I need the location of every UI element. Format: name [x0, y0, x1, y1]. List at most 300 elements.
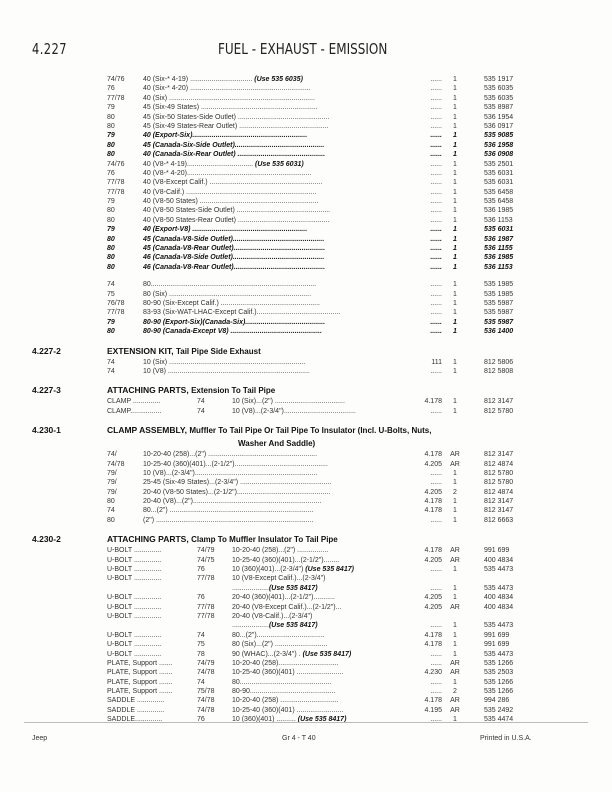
part-years: 80 [107, 498, 115, 506]
part-description [232, 659, 405, 668]
part-description [232, 546, 405, 555]
part-years: 77/78 [107, 179, 125, 187]
part-number: 991 699 [484, 547, 510, 555]
part-years: 75/78 [197, 688, 215, 696]
section-title [107, 345, 261, 358]
part-description [232, 593, 405, 602]
quantity: 1 [453, 188, 457, 196]
part-years: 80 [107, 328, 115, 336]
quantity: 1 [453, 716, 457, 724]
part-row [0, 280, 612, 289]
part-years: 79 [107, 318, 115, 326]
quantity: AR [450, 460, 460, 468]
quantity: 1 [453, 169, 457, 177]
part-description: 45 (Six-49 States) ............................................................ [143, 104, 318, 112]
use-note: (Use 535 6031) [255, 160, 304, 168]
quantity: 1 [453, 76, 457, 83]
part-row [0, 687, 612, 696]
illustration-ref: ...... [430, 226, 442, 234]
part-years: 75 [197, 641, 205, 649]
use-note: (Use 535 6035) [254, 76, 303, 83]
quantity: 1 [453, 141, 457, 149]
part-row [0, 197, 612, 206]
part-years: 74 [197, 678, 205, 686]
quantity: 1 [453, 516, 457, 524]
section-heading [0, 533, 612, 546]
part-years: 76 [197, 716, 205, 724]
quantity: 1 [453, 198, 457, 206]
part-number: 535 4473 [484, 566, 514, 574]
part-row [0, 150, 612, 159]
part-description: 80-90 (Canada-Except V8) ............................................... [143, 328, 322, 336]
illustration-ref: ...... [430, 407, 442, 415]
part-description [232, 556, 405, 565]
description-text: 10 (V8-Except Calif.)...(2-3/4") [232, 575, 326, 583]
part-row [0, 94, 612, 103]
part-number: 535 4473 [484, 584, 514, 592]
illustration-ref: ...... [430, 318, 442, 326]
part-row [0, 696, 612, 705]
description-text: 10-20-40 (258)...(2") ................ [232, 547, 329, 555]
part-number: 812 4874 [484, 488, 514, 496]
illustration-ref: 4.205 [424, 603, 442, 611]
part-description: 45 (Canada-V8-Side Outlet)............................................... [143, 235, 325, 243]
quantity: AR [450, 659, 460, 667]
part-description: 10-25-40 (360)(401)...(2-1/2")................................................ [143, 460, 328, 468]
page-section-number: 4.227 [32, 40, 67, 58]
part-description: 40 (V8-50 States-Rear Outlet) ............................................... [143, 216, 330, 224]
part-row [0, 668, 612, 677]
quantity: 1 [453, 132, 457, 140]
part-row [0, 397, 612, 406]
part-name: U-BOLT .............. [107, 547, 162, 555]
illustration-ref: 4.205 [424, 488, 442, 496]
part-row [0, 358, 612, 367]
part-number: 535 1266 [484, 678, 514, 686]
illustration-ref: ...... [430, 216, 442, 224]
part-years: 79 [107, 132, 115, 140]
part-years: 79 [107, 226, 115, 234]
illustration-ref: ...... [430, 281, 442, 289]
part-description: (2") ................................................................................. [143, 516, 314, 524]
part-description [232, 715, 405, 724]
part-row [0, 318, 612, 327]
page-title: FUEL - EXHAUST - EMISSION [218, 40, 388, 58]
illustration-ref: 4.178 [424, 641, 442, 649]
part-number: 812 3147 [484, 398, 514, 406]
part-number: 536 1954 [484, 113, 514, 121]
part-years: 76/78 [107, 299, 125, 307]
part-row [0, 478, 612, 487]
section-title-main: CLAMP ASSEMBLY, [107, 425, 187, 436]
part-description: 40 (V8-Except Calif.) .......................................................... [143, 179, 323, 187]
part-years: 74/78 [197, 669, 215, 677]
illustration-ref: 4.178 [424, 547, 442, 555]
description-text: 10 (360)(401)...(2-3/4") [232, 566, 306, 574]
part-number: 536 0917 [484, 122, 514, 130]
illustration-ref: ...... [430, 584, 442, 592]
part-row [0, 407, 612, 416]
quantity: AR [450, 669, 460, 677]
part-number: 536 1155 [484, 245, 513, 253]
part-number: 812 5806 [484, 358, 514, 366]
part-years: 77/78 [107, 188, 125, 196]
part-description [232, 696, 405, 705]
footer-divider [24, 722, 588, 723]
footer-brand: Jeep [32, 735, 48, 742]
part-row [0, 253, 612, 262]
section-number: 4.230-2 [32, 534, 61, 545]
part-number: 812 3147 [484, 498, 514, 506]
illustration-ref: ...... [430, 85, 442, 93]
quantity: AR [450, 547, 460, 555]
part-name: U-BOLT .............. [107, 594, 162, 602]
quantity: 1 [453, 318, 457, 326]
part-years: 74/79 [197, 547, 215, 555]
part-row [0, 640, 612, 649]
part-name: U-BOLT .............. [107, 603, 162, 611]
part-number: 535 5987 [484, 318, 514, 326]
quantity: AR [450, 556, 460, 564]
part-row [0, 141, 612, 150]
part-years: 74/78 [197, 697, 215, 705]
description-text: 10-20-40 (258) .............................. [232, 697, 339, 705]
quantity: 1 [453, 584, 457, 592]
part-description: 40 (Export-Six)........................................................... [143, 132, 308, 140]
quantity: 1 [453, 358, 457, 366]
section-4-227-3 [0, 384, 612, 416]
section-heading-cont [0, 437, 612, 450]
quantity: 2 [453, 688, 457, 696]
part-row [0, 497, 612, 506]
illustration-ref: ...... [430, 245, 442, 253]
quantity: 1 [453, 216, 457, 224]
quantity: 1 [453, 309, 457, 317]
part-name: CLAMP .............. [107, 398, 161, 406]
part-years: 74 [107, 507, 115, 515]
part-name: PLATE, Support ....... [107, 678, 173, 686]
part-name: SADDLE .............. [107, 706, 165, 714]
part-description: 25-45 (Six-49 States)...(2-3/4") ............................................... [143, 479, 332, 487]
illustration-ref: ...... [430, 678, 442, 686]
illustration-ref: 4.205 [424, 594, 442, 602]
part-description [232, 407, 405, 416]
part-row [0, 225, 612, 234]
part-description [232, 584, 405, 593]
part-name: PLATE, Support ....... [107, 669, 173, 677]
part-number: 536 1987 [484, 235, 514, 243]
part-row [0, 113, 612, 122]
part-description: 46 (Canada-V8-Side Outlet)............................................... [143, 254, 325, 262]
part-number: 535 9085 [484, 132, 514, 140]
description-text: 80...(2")................................... [232, 631, 325, 639]
illustration-ref: ...... [430, 328, 442, 336]
part-row [0, 103, 612, 112]
illustration-ref: ...... [430, 151, 442, 159]
illustration-ref: ...... [430, 716, 442, 724]
illustration-ref: ...... [430, 263, 442, 271]
part-number: 812 5808 [484, 367, 514, 375]
part-years: 76 [107, 169, 115, 177]
part-description: 46 (Canada-V8-Rear Outlet)............................................... [143, 263, 326, 271]
part-row [0, 469, 612, 478]
section-title [107, 384, 275, 397]
part-years: 74 [197, 398, 205, 406]
quantity: 1 [453, 179, 457, 187]
part-years: 74/ [107, 451, 117, 459]
section-title-main: EXTENSION KIT, [107, 345, 174, 356]
part-years: 74 [107, 358, 115, 366]
part-description: 45 (Canada-Six-Side Outlet).............................................. [143, 141, 325, 149]
part-number: 812 3147 [484, 451, 514, 459]
use-note: (Use 535 8417) [297, 716, 347, 724]
illustration-ref: 4.195 [424, 706, 442, 714]
part-number: 536 1985 [484, 254, 514, 262]
part-row [0, 631, 612, 640]
parts-group-tail-pipes [0, 280, 612, 336]
part-number: 812 5780 [484, 479, 514, 487]
part-years: 74 [107, 367, 115, 375]
part-number: 812 5780 [484, 469, 514, 477]
quantity: 1 [453, 641, 457, 649]
section-subtitle-cont: Washer And Saddle) [238, 439, 316, 449]
illustration-ref: ...... [430, 299, 442, 307]
part-years: 79 [107, 104, 115, 112]
illustration-ref: ...... [430, 254, 442, 262]
parts-group-mufflers [0, 75, 612, 272]
part-name: U-BOLT .............. [107, 650, 162, 658]
part-row [0, 488, 612, 497]
part-row [0, 612, 612, 621]
part-description: 10 (Six) ...................................................................... [143, 358, 306, 366]
part-years: 77/78 [107, 94, 125, 102]
part-years: 79 [107, 198, 115, 206]
part-years: 74/76 [107, 160, 125, 168]
description-text: 10-20-40 (258)............................... [232, 659, 339, 667]
part-row [0, 169, 612, 178]
part-number: 535 1917 [484, 76, 514, 83]
illustration-ref: ...... [430, 622, 442, 630]
quantity: 1 [453, 245, 457, 253]
part-number: 535 6035 [484, 94, 514, 102]
use-note: (Use 535 8417) [305, 566, 354, 574]
part-years: 80 [107, 516, 115, 524]
part-row [0, 678, 612, 687]
part-row [0, 122, 612, 131]
illustration-ref: 4.178 [424, 451, 442, 459]
section-4-230-1 [0, 424, 612, 525]
part-row [0, 706, 612, 715]
part-years: 77/78 [107, 309, 125, 317]
part-description [232, 621, 405, 630]
section-heading [0, 384, 612, 397]
section-title [107, 424, 431, 437]
description-text: 10 (360)(401) .......... [232, 716, 298, 724]
part-name: CLAMP................ [107, 407, 162, 415]
section-subtitle: Tail Pipe Side Exhaust [175, 346, 261, 356]
part-years: 76 [107, 85, 115, 93]
part-years: 74 [197, 631, 205, 639]
part-row [0, 327, 612, 336]
part-number: 991 699 [484, 631, 510, 639]
part-number: 535 2503 [484, 669, 514, 677]
section-heading [0, 345, 612, 358]
part-row [0, 516, 612, 525]
part-description [232, 678, 405, 687]
quantity: 1 [453, 678, 457, 686]
part-years: 79/ [107, 469, 117, 477]
quantity: 1 [453, 226, 457, 234]
part-row [0, 650, 612, 659]
illustration-ref: ...... [430, 367, 442, 375]
description-text: 20-40 (V8-Calif.)...(2-3/4") [232, 612, 313, 620]
description-text: 10-25-40 (360)(401)...(2-1/2")........ [232, 556, 340, 564]
illustration-ref: ...... [430, 688, 442, 696]
part-description: 10-20-40 (258)...(2") ........................................................ [143, 451, 318, 459]
quantity: 1 [453, 113, 457, 121]
part-years: 80 [107, 141, 115, 149]
quantity: 1 [453, 281, 457, 289]
part-number: 535 6031 [484, 179, 514, 187]
part-description [232, 668, 405, 677]
illustration-ref: 4.178 [424, 398, 442, 406]
part-description: 40 (Six) ........................................................................... [143, 94, 315, 102]
illustration-ref: ...... [430, 169, 442, 177]
part-name: SADDLE.............. [107, 716, 163, 724]
use-note: (Use 535 8417) [302, 650, 352, 658]
part-number: 535 1985 [484, 290, 514, 298]
part-years: 80 [107, 122, 115, 130]
part-years: 74 [197, 407, 205, 415]
part-name: SADDLE .............. [107, 697, 165, 705]
description-text: 20-40 (360)(401)...(2-1/2")........... [232, 594, 335, 602]
part-row [0, 75, 612, 84]
part-row [0, 84, 612, 93]
part-years: 74/78 [197, 706, 215, 714]
part-description: 80 (Six) ......................................................................... [143, 290, 312, 298]
part-description [232, 706, 405, 715]
part-description [232, 687, 405, 696]
part-years: 74/79 [197, 659, 215, 667]
illustration-ref: 4.178 [424, 498, 442, 506]
part-name: U-BOLT .............. [107, 575, 162, 583]
part-row [0, 216, 612, 225]
part-number: 812 6663 [484, 516, 514, 524]
part-number: 535 6458 [484, 198, 514, 206]
part-years: 74/75 [197, 556, 215, 564]
part-years: 76 [197, 594, 205, 602]
illustration-ref: ...... [430, 479, 442, 487]
section-number: 4.227-2 [32, 345, 61, 356]
quantity: 1 [453, 398, 457, 406]
description-text: 80 (Six)...(2") ........................... [232, 641, 328, 649]
part-number: 535 5987 [484, 309, 514, 317]
quantity: 2 [453, 488, 457, 496]
part-years: 80 [107, 263, 115, 271]
part-number: 536 1985 [484, 207, 514, 215]
section-title-main: ATTACHING PARTS, [107, 385, 189, 396]
section-heading [0, 424, 612, 437]
quantity: 1 [453, 94, 457, 102]
quantity: 1 [453, 479, 457, 487]
part-row [0, 206, 612, 215]
quantity: 1 [453, 650, 457, 658]
quantity: AR [450, 603, 460, 611]
part-description [143, 75, 405, 84]
part-description [232, 640, 405, 649]
description-text: 20-40 (V8-Except Calif.)...(2-1/2")... [232, 603, 342, 611]
part-row [0, 263, 612, 272]
quantity: 1 [453, 207, 457, 215]
description-text: 80............................................... [232, 678, 332, 686]
part-row [0, 565, 612, 574]
illustration-ref: ...... [430, 188, 442, 196]
use-note: (Use 535 8417) [268, 622, 318, 630]
part-name: PLATE, Support ....... [107, 688, 173, 696]
illustration-ref: ...... [430, 650, 442, 658]
part-description [232, 397, 405, 406]
part-row [0, 290, 612, 299]
illustration-ref: 4.230 [424, 669, 442, 677]
section-subtitle: Extension To Tail Pipe [191, 386, 276, 396]
part-row [0, 235, 612, 244]
part-number: 536 1400 [484, 328, 514, 336]
quantity: 1 [453, 299, 457, 307]
section-title [107, 533, 338, 546]
part-description: 40 (V8-50 States) ............................................................. [143, 198, 319, 206]
part-description: 80-90 (Six-Except Calif.) ................................................... [143, 299, 320, 307]
quantity: 1 [453, 160, 457, 168]
part-years: 74/78 [107, 460, 125, 468]
part-number: 535 8987 [484, 104, 514, 112]
illustration-ref: ...... [430, 113, 442, 121]
description-text: 90 (WHAC)...(2-3/4") . [232, 650, 303, 658]
part-row [0, 450, 612, 459]
quantity: AR [450, 451, 460, 459]
part-row [0, 460, 612, 469]
part-years: 80 [107, 151, 115, 159]
part-row [0, 367, 612, 376]
part-number: 535 6031 [484, 226, 514, 234]
part-name: U-BOLT .............. [107, 556, 162, 564]
illustration-ref: ...... [430, 141, 442, 149]
part-number: 812 3147 [484, 507, 514, 515]
part-description: 83-93 (Six-WAT-LHAC-Except Calif.)........................................... [143, 309, 341, 317]
part-description: 45 (Six-50 States-Side Outlet) ............................................... [143, 113, 330, 121]
quantity: 1 [453, 498, 457, 506]
description-text: 80-90............................................ [232, 688, 336, 696]
part-years: 79/ [107, 488, 117, 496]
part-number: 536 1153 [484, 216, 513, 224]
part-description [232, 650, 405, 659]
part-years: 80 [107, 113, 115, 121]
quantity: 1 [453, 290, 457, 298]
part-number: 535 1266 [484, 688, 514, 696]
description-text: 40 (Six-* 4-19) ................................ [143, 76, 253, 83]
part-number: 535 5987 [484, 299, 514, 307]
section-subtitle: Muffler To Tail Pipe Or Tail Pipe To Insulator (Incl. U-Bolts, Nuts, [189, 426, 432, 436]
part-row [0, 556, 612, 565]
part-number: 536 1153 [484, 263, 513, 271]
part-number: 535 4474 [484, 716, 514, 724]
part-number: 535 4473 [484, 622, 514, 630]
part-description: 80...(2") .......................................................................... [143, 507, 314, 515]
part-description: 40 (Six-* 4-20) .............................................................. [143, 85, 311, 93]
quantity: AR [450, 697, 460, 705]
quantity: 1 [453, 104, 457, 112]
part-years: 80 [107, 216, 115, 224]
part-description: 10 (V8)...(2-3/4")............................................................... [143, 469, 318, 477]
